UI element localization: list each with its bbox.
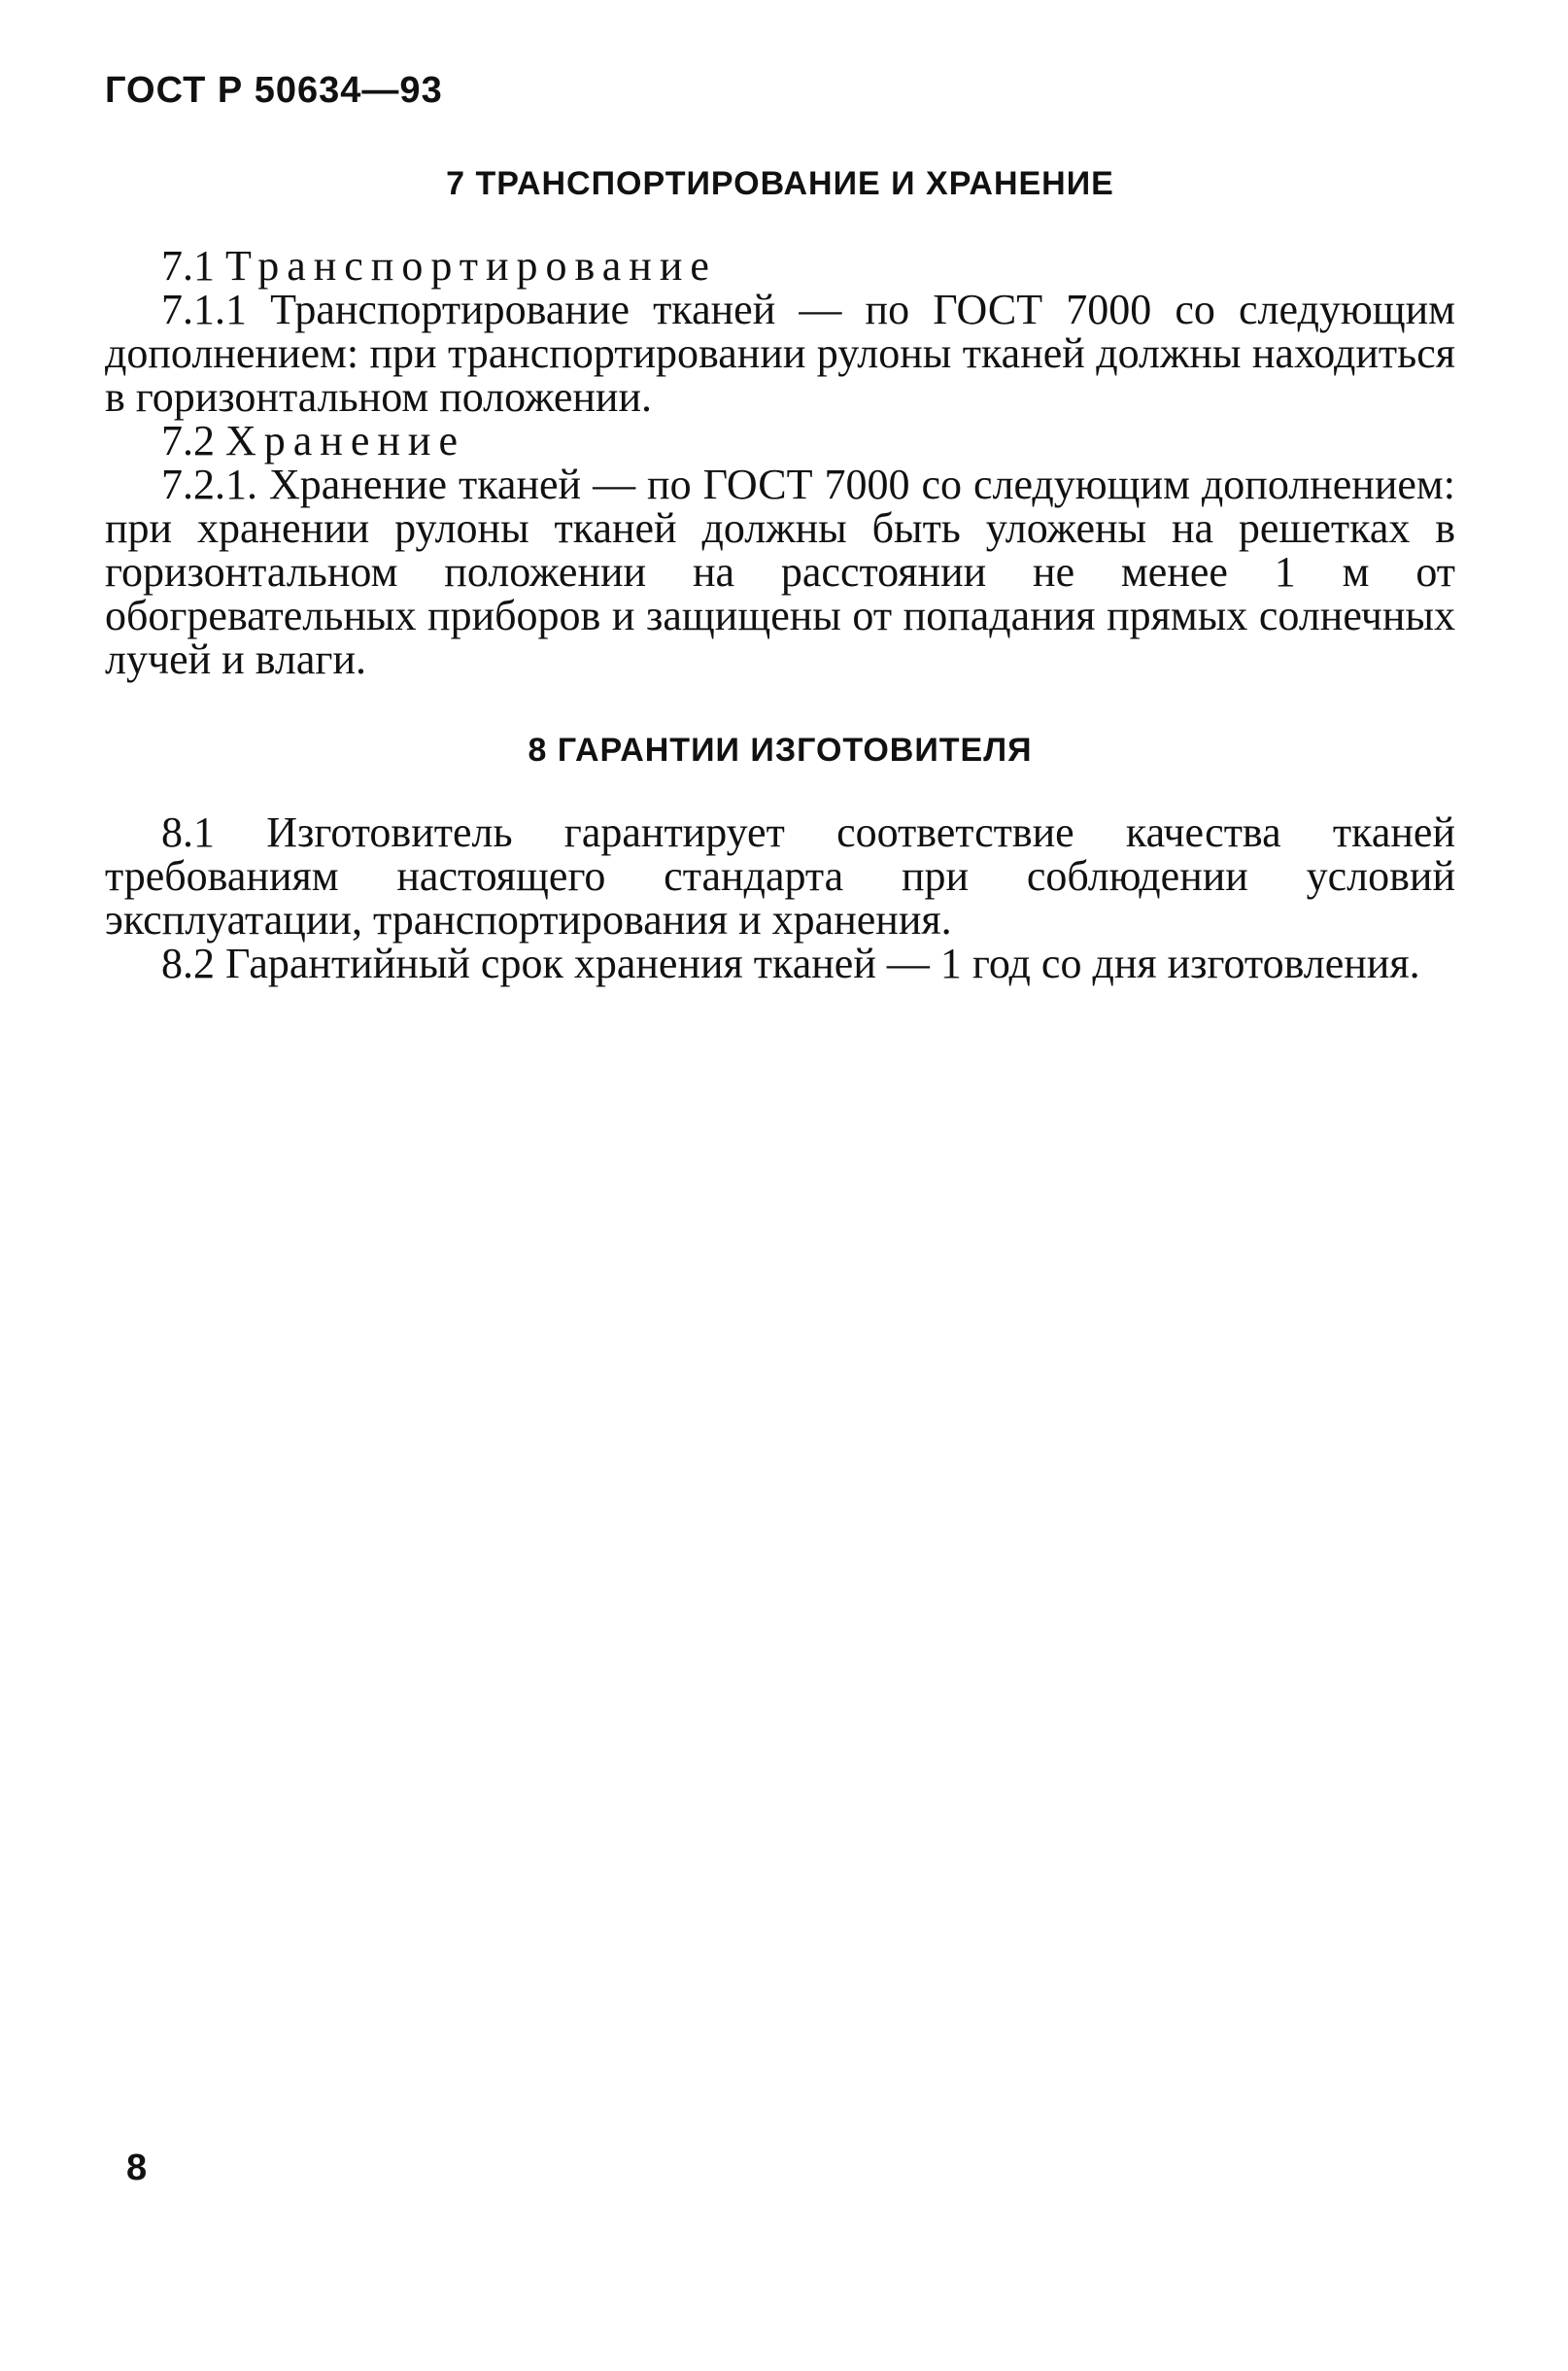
subsection-7-1-number: 7.1	[161, 242, 215, 290]
document-header: ГОСТ Р 50634—93	[105, 70, 443, 111]
paragraph-8-1: 8.1 Изготовитель гарантирует соответствие качества тканей требованиям настоящего стандарта при соблюдении условий эксплуатации, транспортирования и хранения.	[105, 808, 1455, 944]
subsection-7-1-title: Транспортирование	[225, 242, 717, 290]
subsection-7-1-heading	[105, 244, 1455, 288]
paragraph-7-2-1: 7.2.1. Хранение тканей — по ГОСТ 7000 со следующим дополнением: при хранении рулоны тканей должны быть уложены на решетках в горизонтальном положении на расстоянии не менее 1 м от обогревательных приборов и защищены от попадания прямых солнечных лучей и влаги.	[105, 461, 1455, 683]
section-7-title: 7 ТРАНСПОРТИРОВАНИЕ И ХРАНЕНИЕ	[446, 165, 1114, 202]
paragraph-7-1-1: 7.1.1 Транспортирование тканей — по ГОСТ 7000 со следующим дополнением: при транспортировании рулоны тканей должны находиться в горизонтальном положении.	[105, 286, 1455, 421]
section-8-title: 8 ГАРАНТИИ ИЗГОТОВИТЕЛЯ	[528, 732, 1033, 769]
page-number: 8	[126, 2148, 148, 2188]
subsection-7-2-title: Хранение	[225, 417, 466, 464]
subsection-7-2-heading	[105, 419, 1455, 463]
paragraph-8-2: 8.2 Гарантийный срок хранения тканей — 1 год со дня изготовления.	[161, 940, 1420, 987]
subsection-7-2-number: 7.2	[161, 417, 215, 464]
document-page	[105, 70, 1455, 985]
